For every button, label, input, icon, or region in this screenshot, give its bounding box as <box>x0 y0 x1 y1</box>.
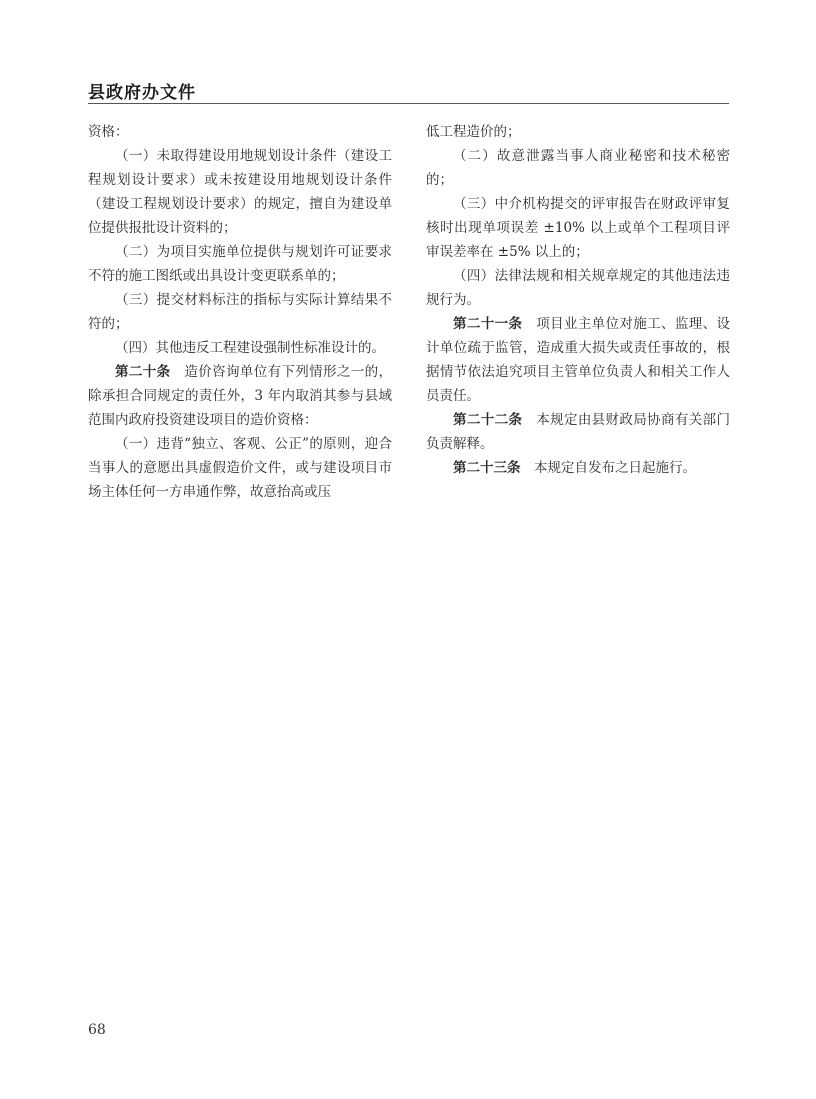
article-paragraph: 第二十一条 项目业主单位对施工、监理、设计单位疏于监管，造成重大损失或责任事故的，根据情节依法追究项目主管单位负责人和相关工作人员责任。 <box>426 316 731 404</box>
article-number: 第二十三条 <box>453 460 521 476</box>
article-paragraph: 第二十三条 本规定自发布之日起施行。 <box>453 460 696 476</box>
paragraph: （四）其他违反工程建设强制性标准设计的。 <box>115 340 385 356</box>
paragraph: （三）提交材料标注的指标与实际计算结果不符的； <box>88 292 392 332</box>
article-paragraph: 第二十二条 本规定由县财政局协商有关部门负责解释。 <box>426 412 731 452</box>
article-number: 第二十条 <box>115 364 171 380</box>
header-divider <box>88 103 729 104</box>
paragraph: （一）未取得建设用地规划设计条件（建设工程规划设计要求）或未按建设用地规划设计条件（建设工程规划设计要求）的规定，擅自为建设单位提供报批设计资料的； <box>88 148 392 236</box>
paragraph: （一）违背“独立、客观、公正”的原则，迎合当事人的意愿出具虚假造价文件，或与建设项目市场主体任何一方串通作弊，故意抬高或压 <box>88 436 392 500</box>
paragraph: （二）故意泄露当事人商业秘密和技术秘密的； <box>426 148 730 188</box>
article-number: 第二十一条 <box>453 316 523 332</box>
article-paragraph: 第二十条 造价咨询单位有下列情形之一的，除承担合同规定的责任外，3 年内取消其参与县域范围内政府投资建设项目的造价资格： <box>88 364 393 428</box>
paragraph: （三）中介机构提交的评审报告在财政评审复核时出现单项误差 ±10% 以上或单个工程项目评审误差率在 ±5% 以上的； <box>426 196 730 260</box>
right-column <box>426 120 730 480</box>
paragraph: 资格： <box>88 124 129 140</box>
paragraph: （二）为项目实施单位提供与规划许可证要求不符的施工图纸或出具设计变更联系单的； <box>88 244 392 284</box>
left-column <box>88 120 392 504</box>
paragraph: （四）法律法规和相关规章规定的其他违法违规行为。 <box>426 268 730 308</box>
document-header-title: 县政府办文件 <box>88 83 196 103</box>
paragraph: 低工程造价的； <box>426 124 521 140</box>
article-number: 第二十二条 <box>453 412 523 428</box>
page-number: 68 <box>88 1022 106 1038</box>
